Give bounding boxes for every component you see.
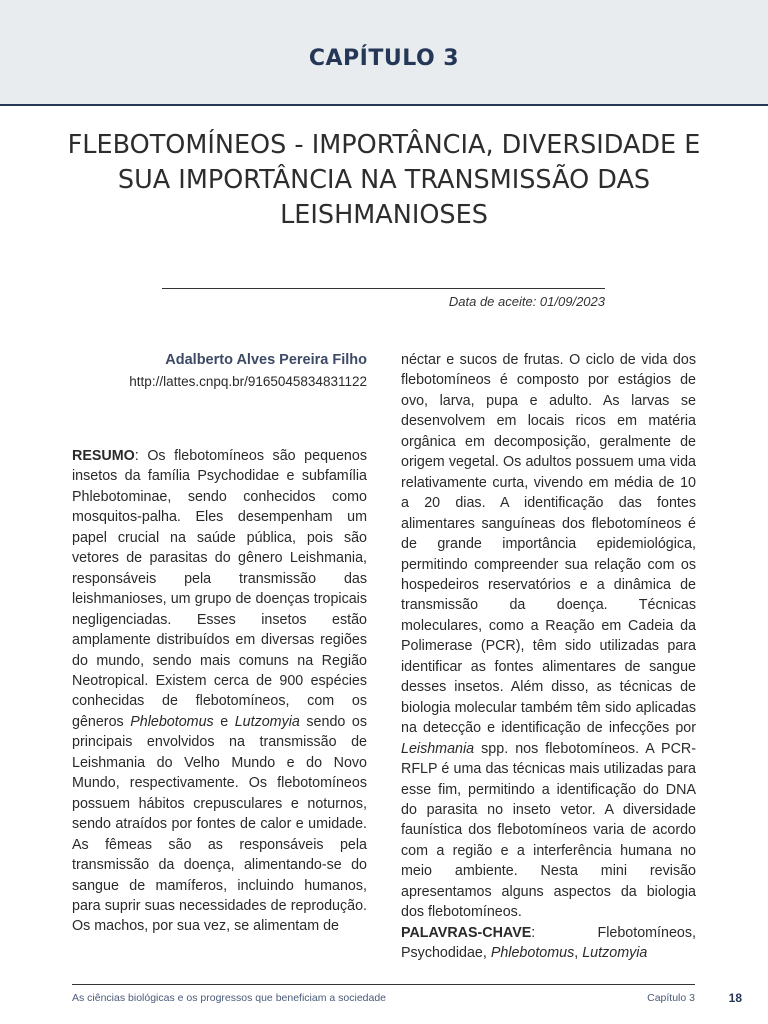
keyword-phlebotomus: Phlebotomus bbox=[490, 945, 575, 962]
genus-lutzomyia: Lutzomyia bbox=[234, 713, 300, 730]
abstract-text: : Os flebotomíneos são pequenos insetos da família Psychodidae e subfamília Phlebotominae, sendo conhecidos como mosquitos-palha. Eles desempenham um papel crucial na saúde pública, pois são vetores de parasitas do gênero Leishmania, responsáveis pela transmissão das leishmanioses, um grupo de doenças tropicais negligenciadas. Esses insetos estão amplamente distribuídos em diversas regiões do mundo, sendo mais comuns na Região Neotropical. Existem cerca de 900 espécies conhecidas de flebotomíneos, com os gêneros bbox=[72, 448, 367, 730]
keywords-text: Flebotomíneos, Psychodidae, bbox=[401, 924, 696, 962]
keywords-separator: , bbox=[574, 945, 583, 962]
abstract-column-left bbox=[72, 446, 367, 937]
keywords-label: PALAVRAS-CHAVE bbox=[401, 924, 532, 941]
author-lattes-link[interactable]: http://lattes.cnpq.br/9165045834831122 bbox=[129, 374, 367, 389]
title-divider bbox=[162, 288, 605, 289]
abstract-column-right bbox=[401, 350, 696, 964]
page-number: 18 bbox=[728, 991, 742, 1005]
abstract-text: néctar e sucos de frutas. O ciclo de vida dos flebotomíneos é composto por estágios de ovo, larva, pupa e adulto. As larvas se desenvolvem em locais ricos em matéria orgânica em decomposição, geralmente de origem vegetal. Os adultos possuem uma vida relativamente curta, vivendo em média de 10 a 20 dias. A identificação das fontes alimentares sanguíneas dos flebotomíneos é de grande importância epidemiológica, permitindo compreender sua relação com os hospedeiros reservatórios e a dinâmica de transmissão da doença. Técnicas moleculares, como a Reação em Cadeia da Polimerase (PCR), têm sido utilizadas para identificar as fontes alimentares de sangue desses insetos. Além disso, as técnicas de biologia molecular também têm sido aplicadas na detecção e identificação de infecções por bbox=[401, 352, 696, 737]
abstract-text: spp. nos flebotomíneos. A PCR-RFLP é uma das técnicas mais utilizadas para esse fim, permitindo a identificação do DNA do parasita no inseto vetor. A diversidade faunística dos flebotomíneos varia de acordo com a região e a interferência humana no meio ambiente. Nesta mini revisão apresentamos alguns aspectos da biologia dos flebotomíneos. bbox=[401, 740, 696, 921]
article-title: FLEBOTOMÍNEOS - IMPORTÂNCIA, DIVERSIDADE E SUA IMPORTÂNCIA NA TRANSMISSÃO DAS LEISHMANIOSES bbox=[67, 130, 701, 230]
abstract-label: RESUMO bbox=[72, 448, 135, 464]
abstract-text: sendo os principais envolvidos na transmissão de Leishmania do Velho Mundo e do Novo Mundo, respectivamente. Os flebotomíneos possuem hábitos crepusculares e noturnos, sendo atraídos por fontes de calor e umidade. As fêmeas são as responsáveis pela transmissão da doença, alimentando-se do sangue de mamíferos, incluindo humanos, para suprir suas necessidades de reprodução. Os machos, por sua vez, se alimentam de bbox=[72, 713, 368, 935]
chapter-label: CAPÍTULO 3 bbox=[308, 46, 460, 71]
genus-leishmania: Leishmania bbox=[401, 740, 475, 757]
footer-chapter: Capítulo 3 bbox=[647, 992, 695, 1004]
keyword-lutzomyia: Lutzomyia bbox=[582, 945, 648, 962]
author-name: Adalberto Alves Pereira Filho bbox=[165, 352, 367, 368]
footer-book-title: As ciências biológicas e os progressos que beneficiam a sociedade bbox=[72, 992, 387, 1004]
acceptance-date: Data de aceite: 01/09/2023 bbox=[448, 294, 605, 309]
keywords-colon: : bbox=[531, 924, 536, 941]
footer-divider bbox=[72, 984, 695, 985]
chapter-header-band bbox=[0, 0, 768, 106]
genus-phlebotomus: Phlebotomus bbox=[130, 713, 214, 730]
abstract-text: e bbox=[213, 713, 235, 730]
